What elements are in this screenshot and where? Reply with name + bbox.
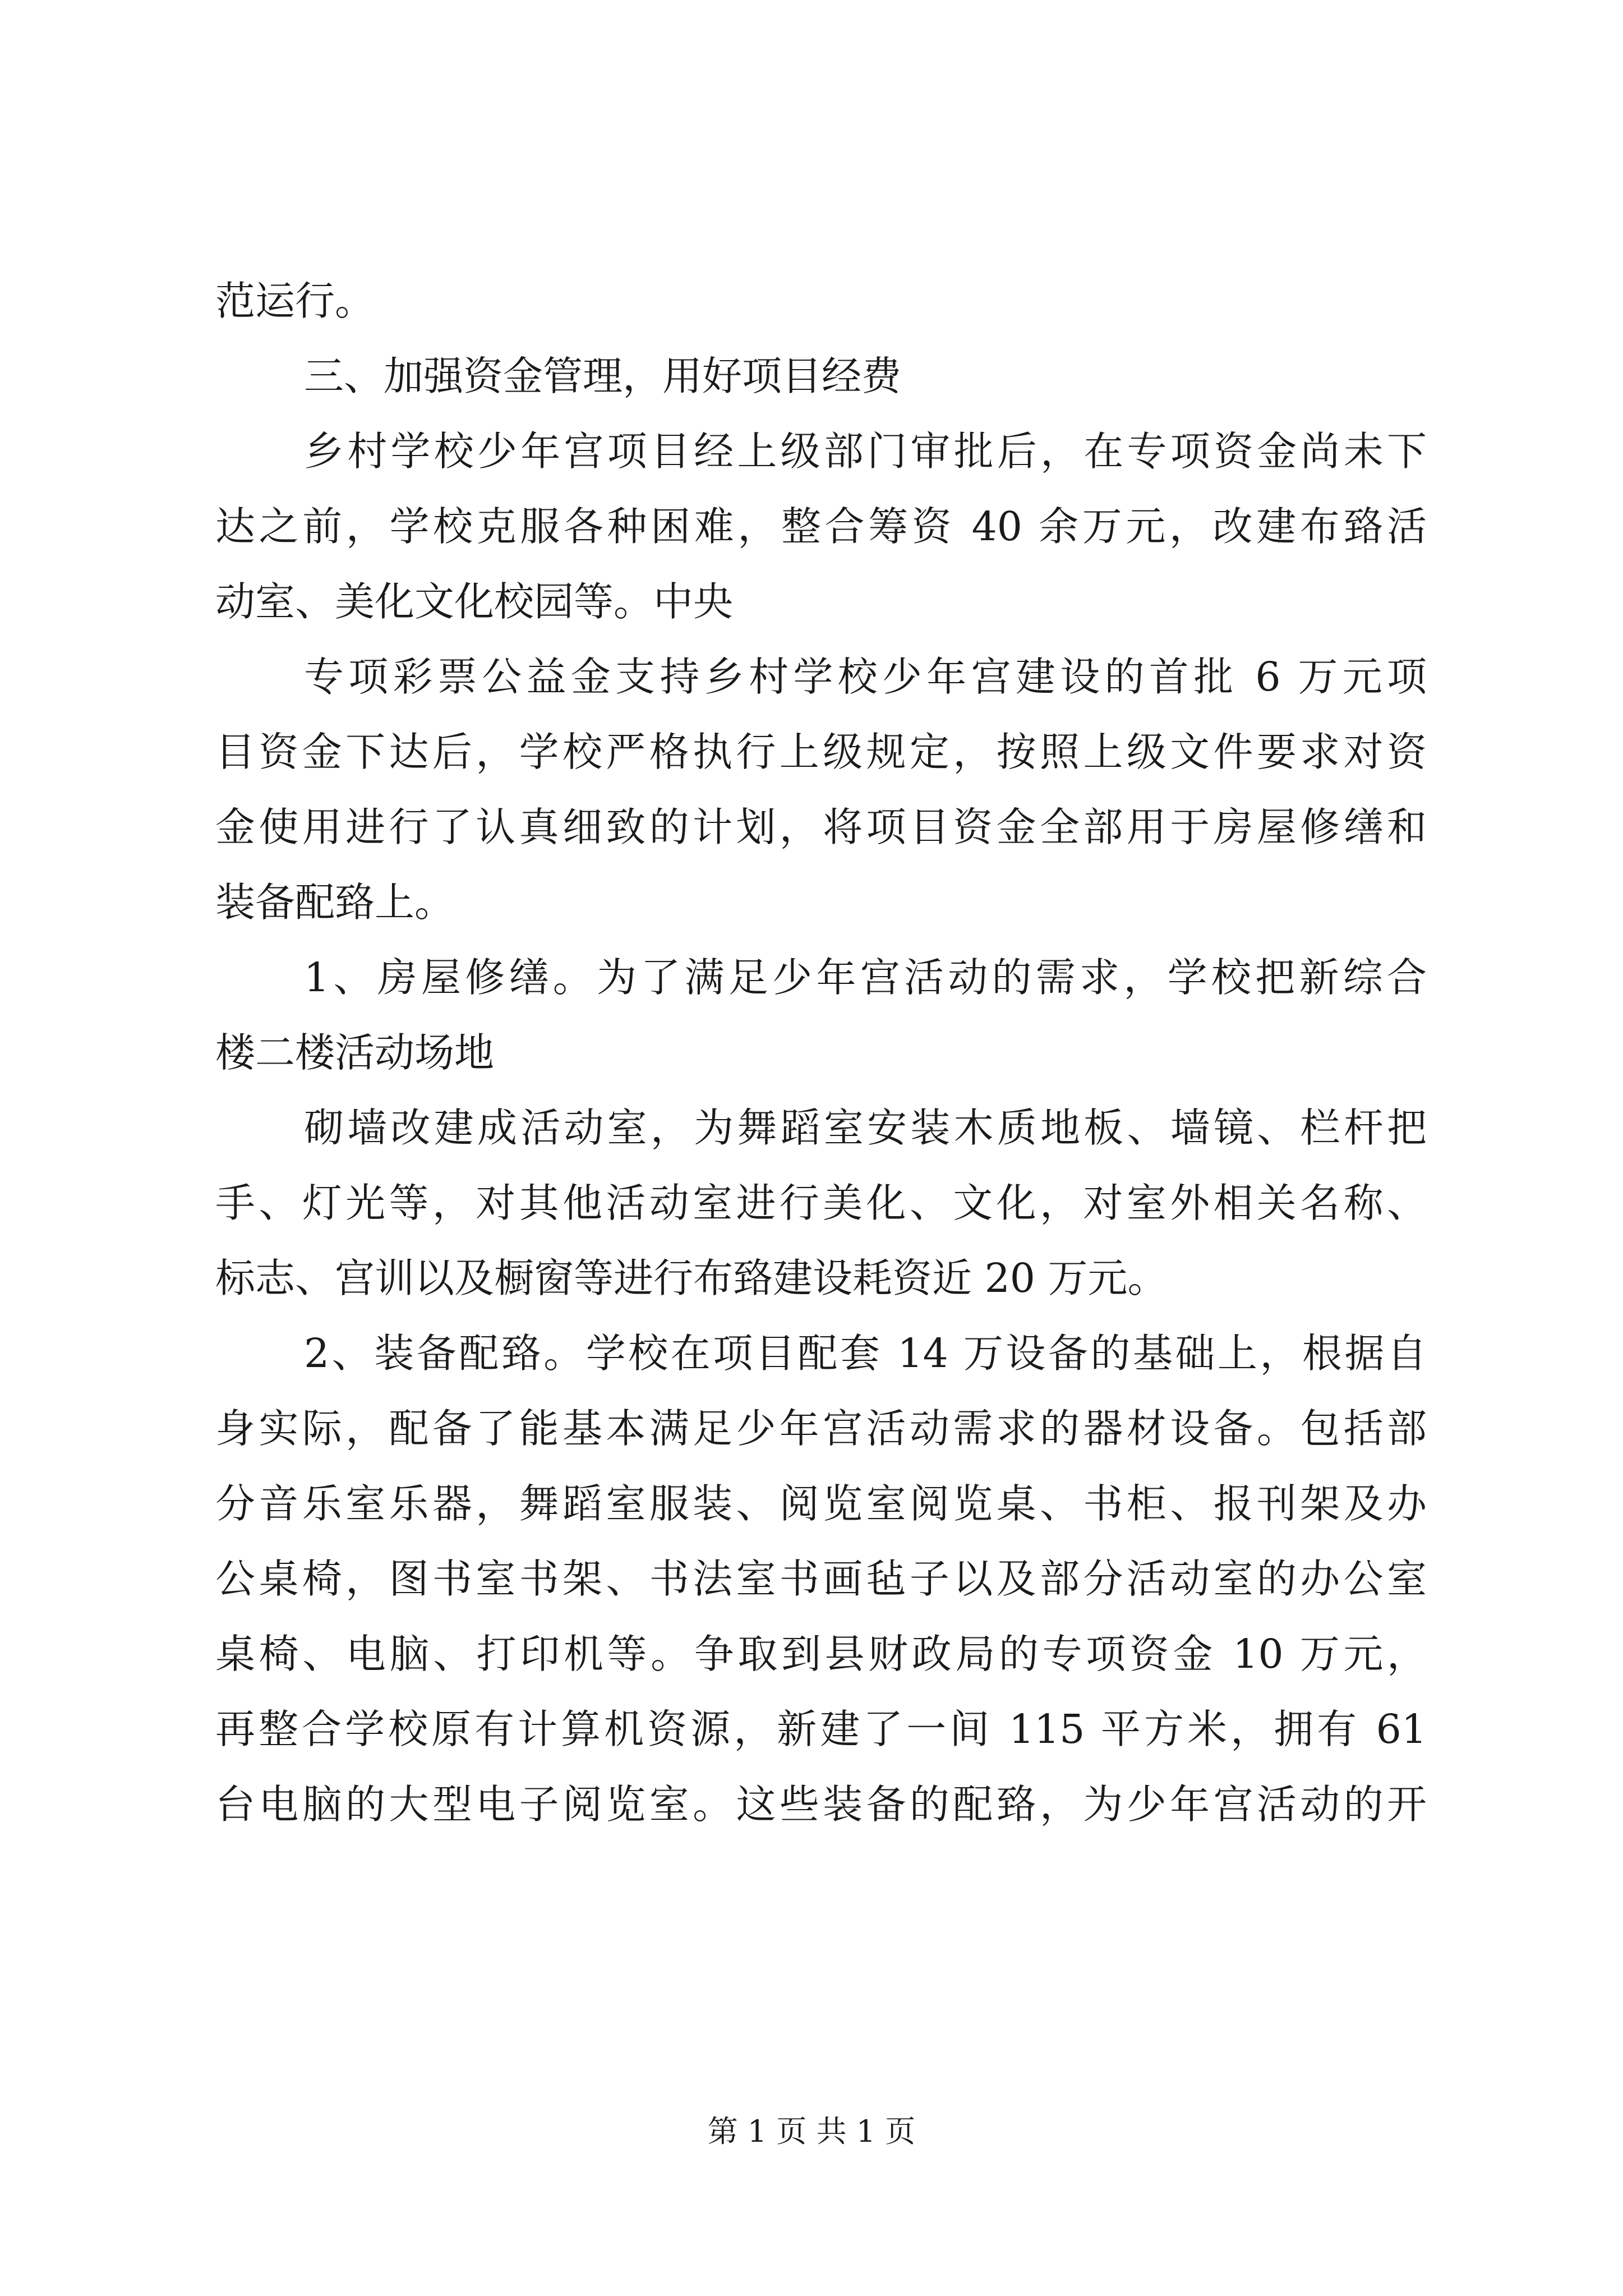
page-footer — [0, 2109, 1623, 2154]
text-line: 身实际，配备了能基本满足少年宫活动需求的器材设备。包括部 — [215, 1405, 1427, 1452]
text-line: 装备配臵上。 — [215, 879, 455, 926]
text-line: 2、装备配臵。学校在项目配套 14 万设备的基础上，根据自 — [304, 1330, 1427, 1377]
text-line: 楼二楼活动场地 — [215, 1029, 495, 1076]
text-line: 范运行。 — [215, 278, 375, 324]
text-line: 再整合学校原有计算机资源，新建了一间 115 平方米，拥有 61 — [215, 1706, 1427, 1752]
text-line: 公桌椅，图书室书架、书法室书画毡子以及部分活动室的办公室 — [215, 1556, 1427, 1602]
text-line: 目资金下达后，学校严格执行上级规定，按照上级文件要求对资 — [215, 729, 1427, 775]
text-line: 1、房屋修缮。为了满足少年宫活动的需求，学校把新综合 — [304, 954, 1427, 1001]
text-line: 砌墙改建成活动室，为舞蹈室安装木质地板、墙镜、栏杆把 — [304, 1105, 1427, 1151]
document-body — [215, 264, 1427, 1842]
page-number-label: 第 1 页 共 1 页 — [707, 2114, 916, 2149]
text-line: 乡村学校少年宫项目经上级部门审批后，在专项资金尚未下 — [304, 428, 1427, 475]
text-line: 达之前，学校克服各种困难，整合筹资 40 余万元，改建布臵活 — [215, 503, 1427, 550]
text-line: 专项彩票公益金支持乡村学校少年宫建设的首批 6 万元项 — [304, 654, 1427, 700]
text-line: 标志、宫训以及橱窗等进行布臵建设耗资近 20 万元。 — [215, 1255, 1168, 1301]
text-line: 桌椅、电脑、打印机等。争取到县财政局的专项资金 10 万元， — [215, 1631, 1427, 1677]
text-line: 动室、美化文化校园等。中央 — [215, 578, 734, 625]
text-line: 金使用进行了认真细致的计划，将项目资金全部用于房屋修缮和 — [215, 804, 1427, 850]
text-line: 台电脑的大型电子阅览室。这些装备的配臵，为少年宫活动的开 — [215, 1781, 1427, 1828]
section-heading: 三、加强资金管理，用好项目经费 — [304, 353, 902, 399]
text-line: 手、灯光等，对其他活动室进行美化、文化，对室外相关名称、 — [215, 1180, 1427, 1226]
text-line: 分音乐室乐器，舞蹈室服装、阅览室阅览桌、书柜、报刊架及办 — [215, 1480, 1427, 1527]
